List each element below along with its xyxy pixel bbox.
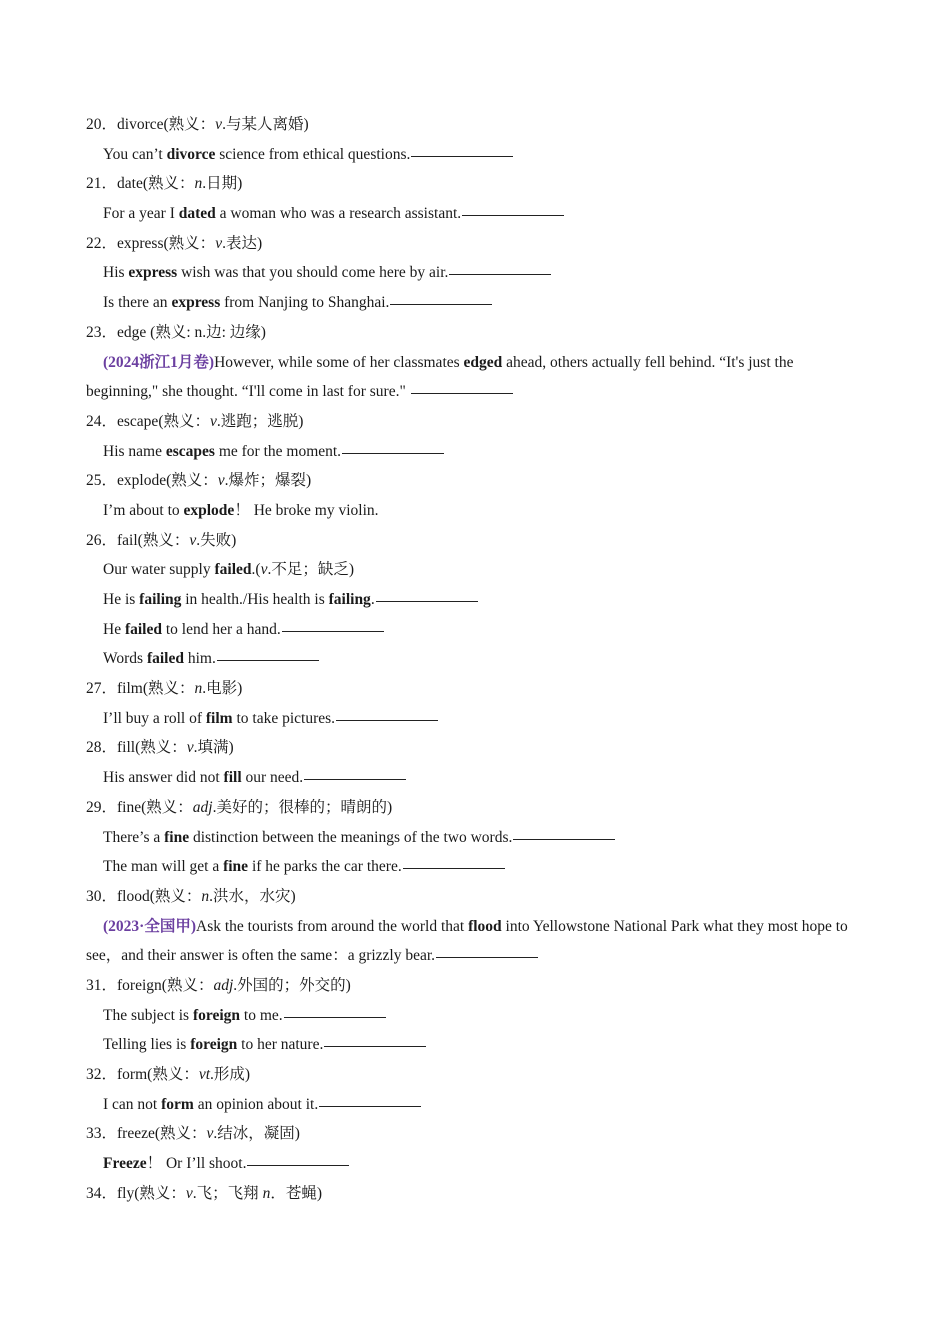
example-sentence: His express wish was that you should come here by air. xyxy=(86,258,866,288)
entry-heading: 31．foreign(熟义：adj.外国的；外交的) xyxy=(86,977,351,994)
answer-blank[interactable] xyxy=(217,659,319,661)
entry-heading: 27．film(熟义：n.电影) xyxy=(86,680,243,698)
example-sentence: I’m about to explode！ He broke my violin. xyxy=(103,501,379,519)
entry-heading: 23．edge (熟义: n.边: 边缘) xyxy=(86,323,266,341)
example-sentence: You can’t divorce science from ethical questions. xyxy=(86,140,866,170)
answer-blank[interactable] xyxy=(390,303,492,305)
exam-source: (2024浙江1月卷) xyxy=(103,353,215,371)
answer-blank[interactable] xyxy=(403,867,505,869)
answer-blank[interactable] xyxy=(513,838,615,840)
entry-meaning: (熟义：v.与某人离婚) xyxy=(163,116,309,133)
example-sentence: There’s a fine distinction between the meanings of the two words. xyxy=(86,823,866,853)
example-sentence: The man will get a fine if he parks the car there. xyxy=(86,852,866,882)
example-sentence: The subject is foreign to me. xyxy=(86,1001,866,1031)
example-sentence: I’ll buy a roll of film to take pictures. xyxy=(86,704,866,734)
entry-heading: 30．flood(熟义：n.洪水，水灾) xyxy=(86,887,296,905)
example-sentence: His name escapes me for the moment. xyxy=(86,437,866,467)
entry-heading: 22．express(熟义：v.表达) xyxy=(86,234,263,252)
answer-blank[interactable] xyxy=(282,630,384,632)
example-sentence: His answer did not fill our need. xyxy=(86,763,866,793)
entry-heading: 24．escape(熟义：v.逃跑；逃脱) xyxy=(86,412,304,430)
example-sentence: (2023·全国甲)Ask the tourists from around the world that flood into Yellowstone National Park what they most hope to see，and their answer is often the same：a grizzly bear. xyxy=(86,917,848,965)
answer-blank[interactable] xyxy=(247,1164,349,1166)
answer-blank[interactable] xyxy=(376,600,478,602)
entry-heading: 33．freeze(熟义：v.结冰，凝固) xyxy=(86,1125,300,1143)
answer-blank[interactable] xyxy=(411,392,513,394)
entry-heading: 26．fail(熟义：v.失败) xyxy=(86,531,237,549)
example-sentence: Words failed him. xyxy=(86,644,866,674)
exercise-list xyxy=(86,110,866,1209)
answer-blank[interactable] xyxy=(449,273,551,275)
entry-heading: 34．fly(熟义：v.飞；飞翔 n．苍蝇) xyxy=(86,1184,322,1202)
example-sentence: He failed to lend her a hand. xyxy=(86,615,866,645)
answer-blank[interactable] xyxy=(462,214,564,216)
entry-heading: 21．date(熟义：n.日期) xyxy=(86,175,243,193)
entry-heading: 28．fill(熟义：v.填满) xyxy=(86,739,234,757)
answer-blank[interactable] xyxy=(304,778,406,780)
entry-word: divorce xyxy=(117,116,164,133)
example-sentence: Is there an express from Nanjing to Shanghai. xyxy=(86,288,866,318)
answer-blank[interactable] xyxy=(336,719,438,721)
example-sentence: He is failing in health./His health is failing. xyxy=(86,585,866,615)
example-sentence: Telling lies is foreign to her nature. xyxy=(86,1030,866,1060)
answer-blank[interactable] xyxy=(342,452,444,454)
example-sentence: Our water supply failed.(v.不足；缺乏) xyxy=(103,561,355,579)
answer-blank[interactable] xyxy=(319,1105,421,1107)
answer-blank[interactable] xyxy=(324,1045,426,1047)
example-sentence: For a year I dated a woman who was a research assistant. xyxy=(86,199,866,229)
answer-blank[interactable] xyxy=(436,956,538,958)
answer-blank[interactable] xyxy=(284,1016,386,1018)
entry-number: 20． xyxy=(86,116,118,133)
entry-heading: 32．form(熟义：vt.形成) xyxy=(86,1066,251,1084)
entry-heading: 25．explode(熟义：v.爆炸；爆裂) xyxy=(86,472,312,490)
entry-heading: 29．fine(熟义：adj.美好的；很棒的；晴朗的) xyxy=(86,798,393,816)
answer-blank[interactable] xyxy=(411,155,513,157)
example-sentence: I can not form an opinion about it. xyxy=(86,1090,866,1120)
entry-heading xyxy=(86,110,866,140)
example-sentence: (2024浙江1月卷)However, while some of her classmates edged ahead, others actually fell behind. “It's just the beginning," she thought. “I'll come in last for sure." xyxy=(86,353,794,401)
exam-source: (2023·全国甲) xyxy=(103,917,196,935)
example-sentence: Freeze！ Or I’ll shoot. xyxy=(86,1149,866,1179)
